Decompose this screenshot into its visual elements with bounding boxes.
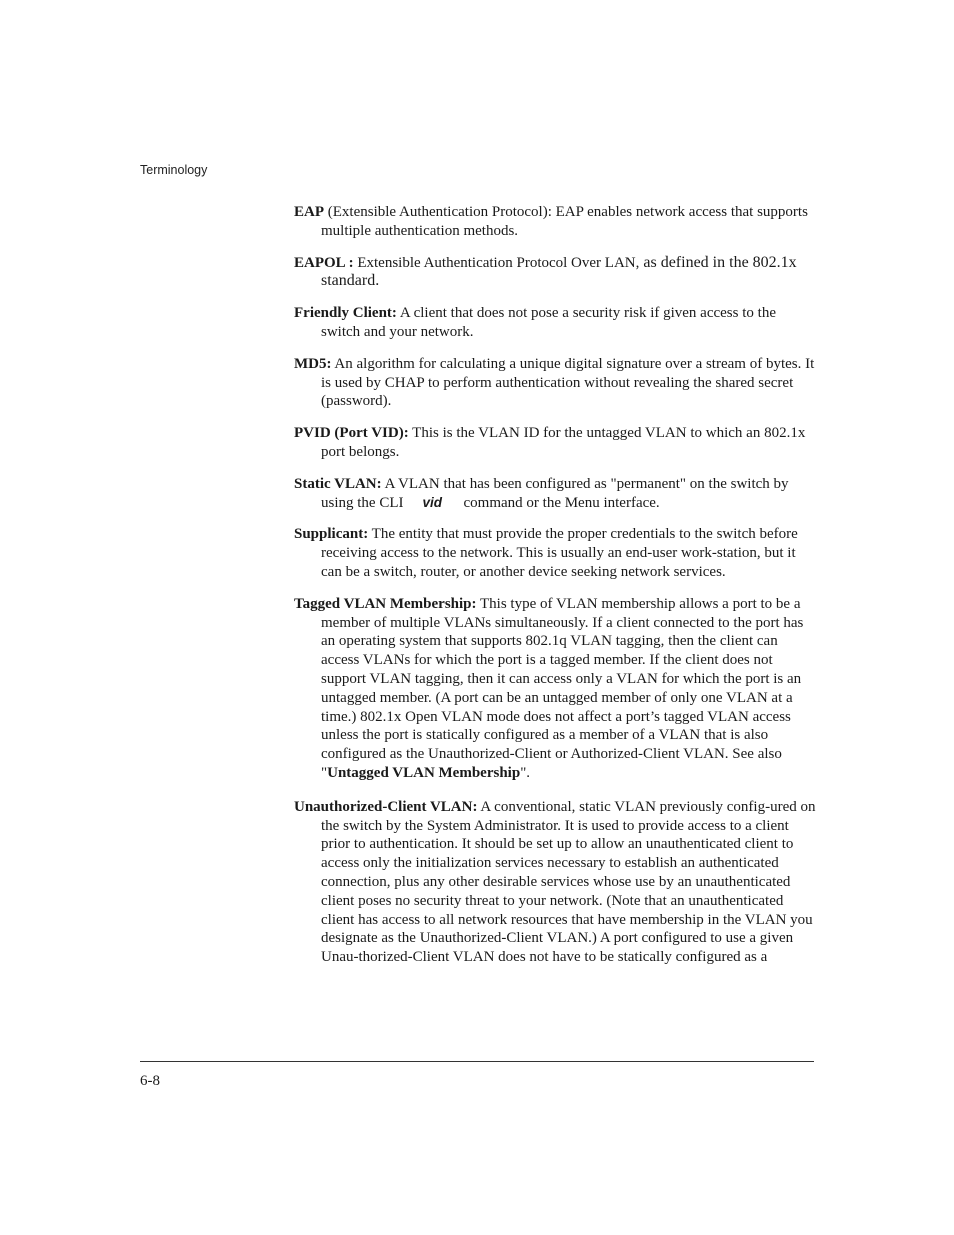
glossary-term: EAP bbox=[294, 204, 324, 220]
glossary-definition: The entity that must provide the proper credentials to the switch before receiving access to the network. This is usually an end-user work-station, but it can be a switch, router, or another device seeking network services. bbox=[321, 526, 798, 580]
glossary-entry-supplicant bbox=[294, 525, 816, 581]
glossary-definition: An algorithm for calculating a unique digital signature over a stream of bytes. It is used by CHAP to perform authentication without revealing the shared secret (password). bbox=[321, 355, 815, 410]
glossary-entry-eap bbox=[294, 203, 816, 241]
page-number: 6-8 bbox=[140, 1073, 160, 1089]
glossary-term: PVID (Port VID): bbox=[294, 425, 409, 442]
glossary-entry-eapol bbox=[294, 254, 816, 292]
glossary-list bbox=[294, 203, 816, 980]
footer-divider bbox=[140, 1061, 814, 1062]
glossary-entry-friendly-client bbox=[294, 304, 816, 342]
glossary-entry-static-vlan: Static VLAN: A VLAN that has been configured as "permanent" on the switch by using the CLI vid command or the Menu interface. bbox=[294, 475, 789, 511]
glossary-term: MD5: bbox=[294, 355, 332, 372]
glossary-definition-continued: ". bbox=[520, 764, 531, 781]
glossary-term: EAPOL : bbox=[294, 254, 354, 271]
glossary-term: Tagged VLAN Membership: bbox=[294, 595, 477, 612]
running-head: Terminology bbox=[140, 163, 208, 177]
glossary-definition: This type of VLAN membership allows a port to be a member of multiple VLANs simultaneously. If a client connected to the port has an operating system that supports 802.1q VLAN tagging, then the client can access VLANs for which the port is a tagged member. If the client does not support VLAN tagging, then it can access only a VLAN for which the port is an untagged member. (A port can be an untagged member of only one VLAN at a time.) 802.1x Open VLAN mode does not affect a port’s tagged VLAN access unless the port is statically configured as a member of a VLAN that is also configured as the Unauthorized-Client or Authorized-Client VLAN. See also " bbox=[321, 595, 804, 781]
glossary-entry-tagged-vlan-membership bbox=[294, 595, 816, 783]
glossary-entry-unauthorized-client-vlan bbox=[294, 798, 816, 967]
glossary-definition: (Extensible Authentication Protocol): EAP enables network access that supports multiple authentication methods. bbox=[321, 204, 808, 239]
glossary-term: Unauthorized-Client VLAN: bbox=[294, 798, 478, 815]
glossary-definition: Extensible Authentication Protocol Over LAN, bbox=[353, 254, 640, 271]
glossary-definition: A VLAN that has been configured as "permanent" on the switch by using the CLI bbox=[321, 475, 789, 511]
glossary-definition-continued: as defined in the 802.1x standard. bbox=[321, 253, 797, 290]
cross-reference: Untagged VLAN Membership bbox=[327, 764, 521, 781]
glossary-term: Friendly Client: bbox=[294, 305, 397, 322]
glossary-definition: A conventional, static VLAN previously config-ured on the switch by the System Administrator. It is used to provide access to a client prior to authentication. It should be set up to allow an unauthenticated client to access only the initialization services necessary to establish an authenticated connection, plus any other desirable services whose use by an unauthenticated client poses no security threat to your network. (Note that an unauthenticated client has access to all network resources that have membership in the VLAN you designate as the Unauthorized-Client VLAN.) A port configured to use a given Unau-thorized-Client VLAN does not have to be statically configured as a bbox=[321, 798, 816, 966]
glossary-definition: This is the VLAN ID for the untagged VLAN to which an 802.1x port belongs. bbox=[321, 425, 806, 460]
glossary-definition: A client that does not pose a security risk if given access to the switch and your network. bbox=[321, 305, 776, 340]
glossary-definition-continued: command or the Menu interface. bbox=[463, 494, 660, 511]
glossary-entry-md5 bbox=[294, 355, 816, 411]
glossary-term: Static VLAN: bbox=[294, 475, 382, 492]
glossary-entry-pvid bbox=[294, 424, 816, 462]
glossary-term: Supplicant: bbox=[294, 526, 369, 543]
